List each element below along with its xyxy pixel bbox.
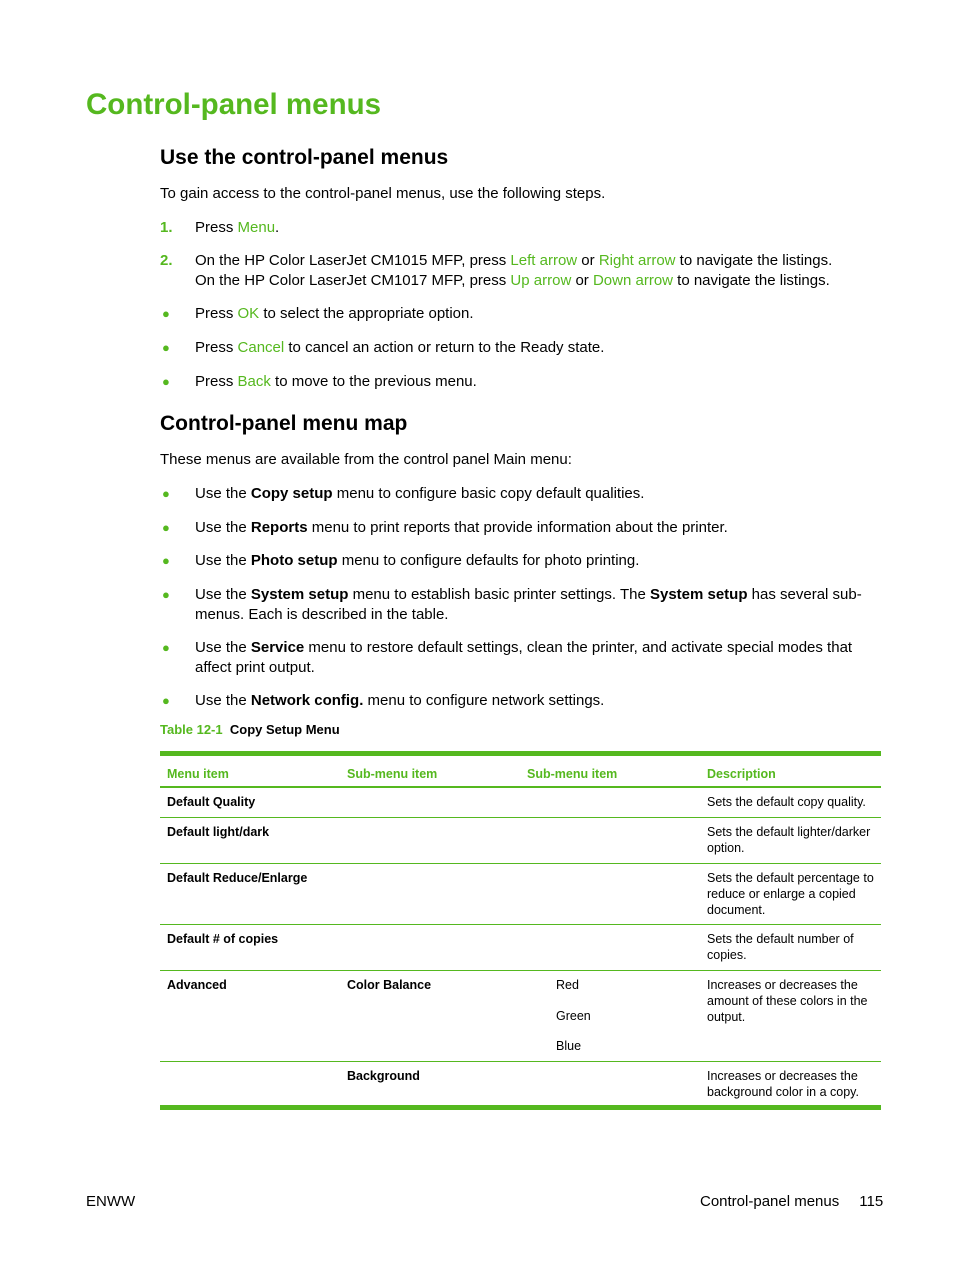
- bullet-text: to select the appropriate option.: [259, 305, 474, 322]
- column-header: Description: [707, 767, 776, 781]
- column-header: Sub-menu item: [347, 767, 438, 781]
- bullet-photo-setup: [160, 551, 890, 571]
- table-cell: Sets the default lighter/darker option.: [707, 825, 871, 855]
- table-row: [160, 1062, 881, 1105]
- footer-right: [700, 1193, 883, 1210]
- bullet-text: menu to configure network settings.: [363, 692, 605, 709]
- menu-button-ref[interactable]: Menu: [237, 219, 276, 236]
- step-text: On the HP Color LaserJet CM1015 MFP, press: [195, 252, 511, 269]
- table-cell: Sets the default number of copies.: [707, 932, 854, 962]
- bullet-ok: [160, 304, 890, 324]
- bullet-icon: ●: [162, 306, 170, 321]
- copy-setup-table: [160, 751, 881, 1110]
- bullet-icon: ●: [162, 340, 170, 355]
- bullet-icon: ●: [162, 374, 170, 389]
- table-cell: Blue: [556, 1039, 582, 1053]
- section-heading-use-menus: Use the control-panel menus: [160, 146, 449, 169]
- ok-button-ref[interactable]: OK: [237, 305, 260, 322]
- page-title: Control-panel menus: [86, 88, 382, 121]
- left-arrow-ref[interactable]: Left arrow: [510, 252, 578, 269]
- bullet-icon: ●: [162, 520, 170, 535]
- bullet-text: Press: [195, 305, 238, 322]
- bullet-system-setup: [160, 585, 890, 625]
- table-row: [160, 788, 881, 818]
- bullet-icon: ●: [162, 587, 170, 602]
- column-header: Menu item: [167, 767, 229, 781]
- back-button-ref[interactable]: Back: [237, 373, 271, 390]
- menu-name: System setup: [250, 586, 349, 603]
- menu-name: Reports: [250, 519, 308, 536]
- bullet-service: [160, 638, 890, 678]
- bullet-reports: [160, 518, 890, 538]
- step-2: [160, 251, 890, 291]
- table-cell: Red: [556, 978, 579, 992]
- bullet-text: Use the: [195, 639, 251, 656]
- step-text: to navigate the listings.: [673, 272, 830, 289]
- bullet-icon: ●: [162, 553, 170, 568]
- bullet-text: menu to restore default settings, clean the printer, and activate special modes that affect print output.: [195, 639, 853, 676]
- section-heading-menu-map: Control-panel menu map: [160, 412, 408, 435]
- bullet-text: to cancel an action or return to the Ready state.: [284, 339, 605, 356]
- right-arrow-ref[interactable]: Right arrow: [598, 252, 676, 269]
- bullet-icon: ●: [162, 693, 170, 708]
- bullet-text: Use the: [195, 692, 251, 709]
- bullet-text: has several sub-menus. Each is described in the table.: [195, 586, 862, 623]
- bullet-text: Use the: [195, 485, 251, 502]
- table-row: [160, 864, 881, 925]
- section2-intro: These menus are available from the control panel Main menu:: [160, 451, 572, 468]
- table-cell: Default light/dark: [167, 825, 270, 839]
- table-cell: Increases or decreases the amount of these colors in the output.: [707, 978, 868, 1024]
- menu-name: System setup: [649, 586, 748, 603]
- table-header-row: [160, 756, 881, 788]
- menu-name: Photo setup: [250, 552, 338, 569]
- table-row: [160, 971, 881, 1062]
- bullet-text: menu to configure basic copy default qualities.: [332, 485, 645, 502]
- step-text: or: [577, 252, 599, 269]
- table-cell: Increases or decreases the background color in a copy.: [707, 1069, 859, 1099]
- bullet-icon: ●: [162, 640, 170, 655]
- table-caption: [160, 722, 340, 737]
- bullet-icon: ●: [162, 486, 170, 501]
- bullet-back: [160, 372, 890, 392]
- footer-section-title: Control-panel menus: [700, 1193, 840, 1210]
- table-cell: Background: [347, 1069, 420, 1083]
- up-arrow-ref[interactable]: Up arrow: [510, 272, 572, 289]
- table-cell: Default Quality: [167, 795, 256, 809]
- cancel-button-ref[interactable]: Cancel: [237, 339, 285, 356]
- step-text: Press: [195, 219, 238, 236]
- step-text: On the HP Color LaserJet CM1017 MFP, press: [195, 272, 511, 289]
- step-text: .: [275, 219, 280, 236]
- page-number: 115: [859, 1193, 884, 1210]
- footer-left: ENWW: [86, 1193, 136, 1210]
- column-header: Sub-menu item: [527, 767, 618, 781]
- table-cell: Default # of copies: [167, 932, 279, 946]
- bullet-text: menu to print reports that provide information about the printer.: [307, 519, 728, 536]
- step-1: [160, 218, 890, 238]
- bullet-text: Use the: [195, 586, 251, 603]
- table-cell: Sets the default copy quality.: [707, 795, 866, 809]
- table-cell: Green: [556, 1009, 591, 1023]
- table-row: [160, 925, 881, 971]
- table-cell: Advanced: [167, 978, 227, 992]
- bullet-text: Press: [195, 373, 238, 390]
- table-caption-number: Table 12-1: [160, 722, 223, 737]
- step-text: or: [571, 272, 593, 289]
- bullet-text: to move to the previous menu.: [270, 373, 477, 390]
- menu-name: Service: [250, 639, 305, 656]
- bullet-text: menu to configure defaults for photo printing.: [337, 552, 640, 569]
- table-row: [160, 818, 881, 864]
- menu-name: Network config.: [250, 692, 364, 709]
- bullet-text: Press: [195, 339, 238, 356]
- bullet-cancel: [160, 338, 890, 358]
- table-caption-title: Copy Setup Menu: [229, 722, 340, 737]
- bullet-text: menu to establish basic printer settings. The: [348, 586, 650, 603]
- step-number: 1.: [160, 219, 173, 236]
- down-arrow-ref[interactable]: Down arrow: [592, 272, 673, 289]
- bullet-copy-setup: [160, 484, 890, 504]
- section1-intro: To gain access to the control-panel menus, use the following steps.: [160, 185, 606, 202]
- bullet-text: Use the: [195, 552, 251, 569]
- bullet-network-config: [160, 691, 890, 711]
- table-cell: Color Balance: [347, 978, 432, 992]
- step-text: to navigate the listings.: [675, 252, 833, 269]
- menu-name: Copy setup: [250, 485, 333, 502]
- step-number: 2.: [160, 252, 173, 269]
- table-cell: Default Reduce/Enlarge: [167, 871, 308, 885]
- table-bottom-rule: [160, 1105, 881, 1110]
- table-cell: Sets the default percentage to reduce or enlarge a copied document.: [707, 871, 874, 917]
- bullet-text: Use the: [195, 519, 251, 536]
